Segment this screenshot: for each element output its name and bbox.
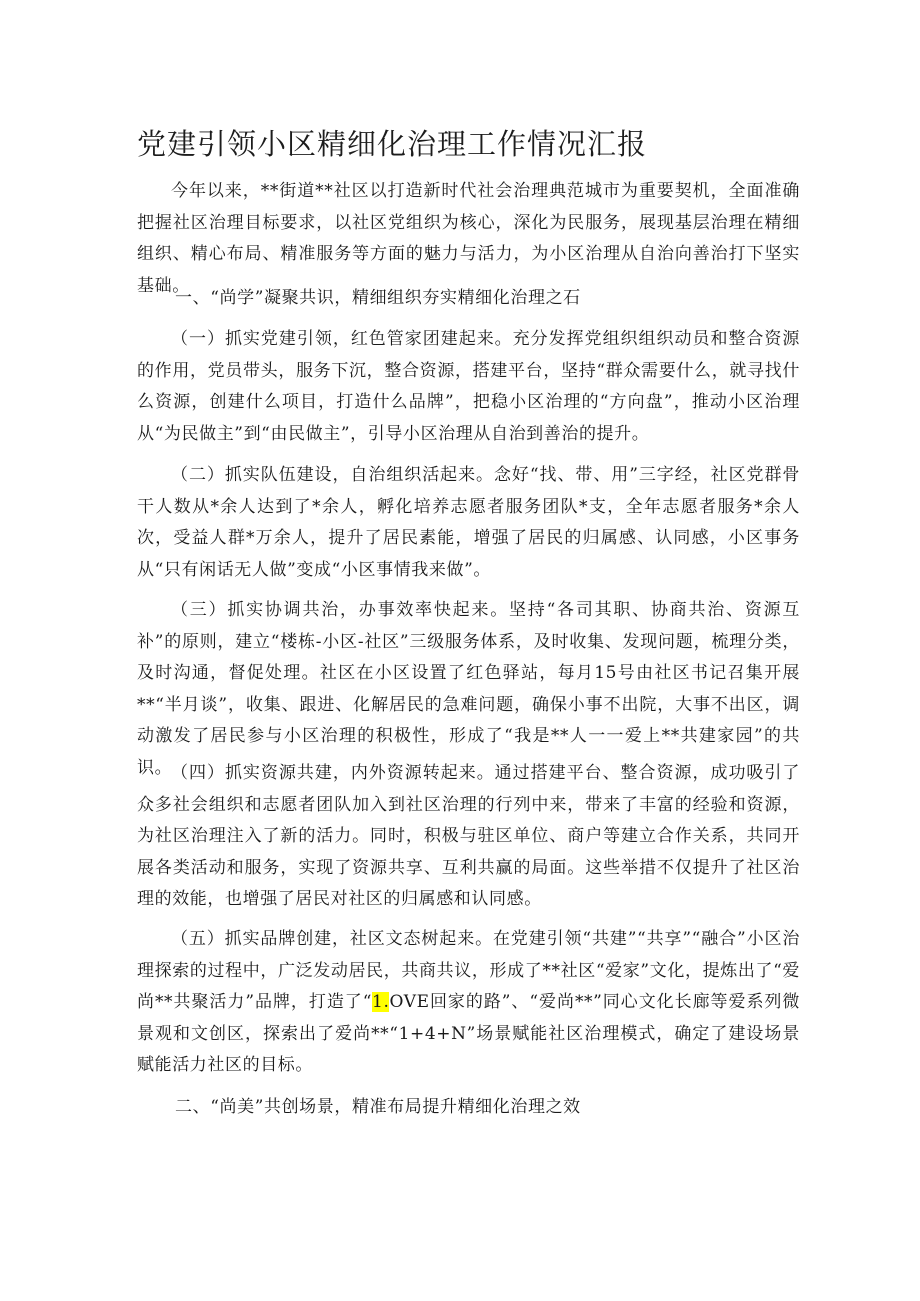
intro-paragraph: 今年以来，**街道**社区以打造新时代社会治理典范城市为重要契机，全面准确把握社区治理目标要求，以社区党组织为核心，深化为民服务，展现基层治理在精细组织、精心布局、精准服务等方面的魅力与活力，为小区治理从自治向善治打下坚实基础。 [137,181,800,296]
paragraph-2: （二）抓实队伍建设，自治组织活起来。念好“找、带、用”三字经，社区党群骨干人数从*余人达到了*余人，孵化培养志愿者服务团队*支，全年志愿者服务*余人次，受益人群*万余人，提升了居民素能，增强了居民的归属感、认同感，小区事务从“只有闲话无人做”变成“小区事情我来做”。 [137,465,800,580]
paragraph-3: （三）抓实协调共治，办事效率快起来。坚持“各司其职、协商共治、资源互补”的原则，建立“楼栋-小区-社区”三级服务体系，及时收集、发现问题，梳理分类，及时沟通，督促处理。社区在小区设置了红色驿站，每月15号由社区书记召集开展**“半月谈”，收集、跟进、化解居民的急难问题，确保小事不出院，大事不出区，调动激发了居民参与小区治理的积极性，形成了“我是**人一一爱上**共建家园”的共识。 [137,600,800,778]
highlighted-text: 1. [372,992,390,1012]
document-title: 党建引领小区精细化治理工作情况汇报 [137,127,648,161]
paragraph-5 [137,924,800,1082]
section-heading-1: 一、“尚学”凝聚共识，精细组织夯实精细化治理之石 [175,288,581,308]
paragraph-5-text-b: OVE回家的路”、“爱尚**”同心文化长廊等爱系列微景观和文创区，探索出了爱尚**“1+4+N”场景赋能社区治理模式，确定了建设场景赋能活力社区的目标。 [137,992,800,1075]
paragraph-5-text-a: （五）抓实品牌创建，社区文态树起来。在党建引领“共建”“共享”“融合”小区治理探索的过程中，广泛发动居民，共商共议，形成了**社区“爱家”文化，提炼出了“爱尚**共聚活力”品牌，打造了“ [137,929,800,1012]
paragraph-1: （一）抓实党建引领，红色管家团建起来。充分发挥党组织组织动员和整合资源的作用，党员带头，服务下沉，整合资源，搭建平台，坚持“群众需要什么，就寻找什么资源，创建什么项目，打造什么品牌”，把稳小区治理的“方向盘”，推动小区治理从“为民做主”到“由民做主”，引导小区治理从自治到善治的提升。 [137,329,800,444]
section-heading-2: 二、“尚美”共创场景，精准布局提升精细化治理之效 [175,1097,581,1117]
paragraph-4: （四）抓实资源共建，内外资源转起来。通过搭建平台、整合资源，成功吸引了众多社会组织和志愿者团队加入到社区治理的行列中来，带来了丰富的经验和资源，为社区治理注入了新的活力。同时，积极与驻区单位、商户等建立合作关系，共同开展各类活动和服务，实现了资源共享、互利共赢的局面。这些举措不仅提升了社区治理的效能，也增强了居民对社区的归属感和认同感。 [137,763,800,909]
